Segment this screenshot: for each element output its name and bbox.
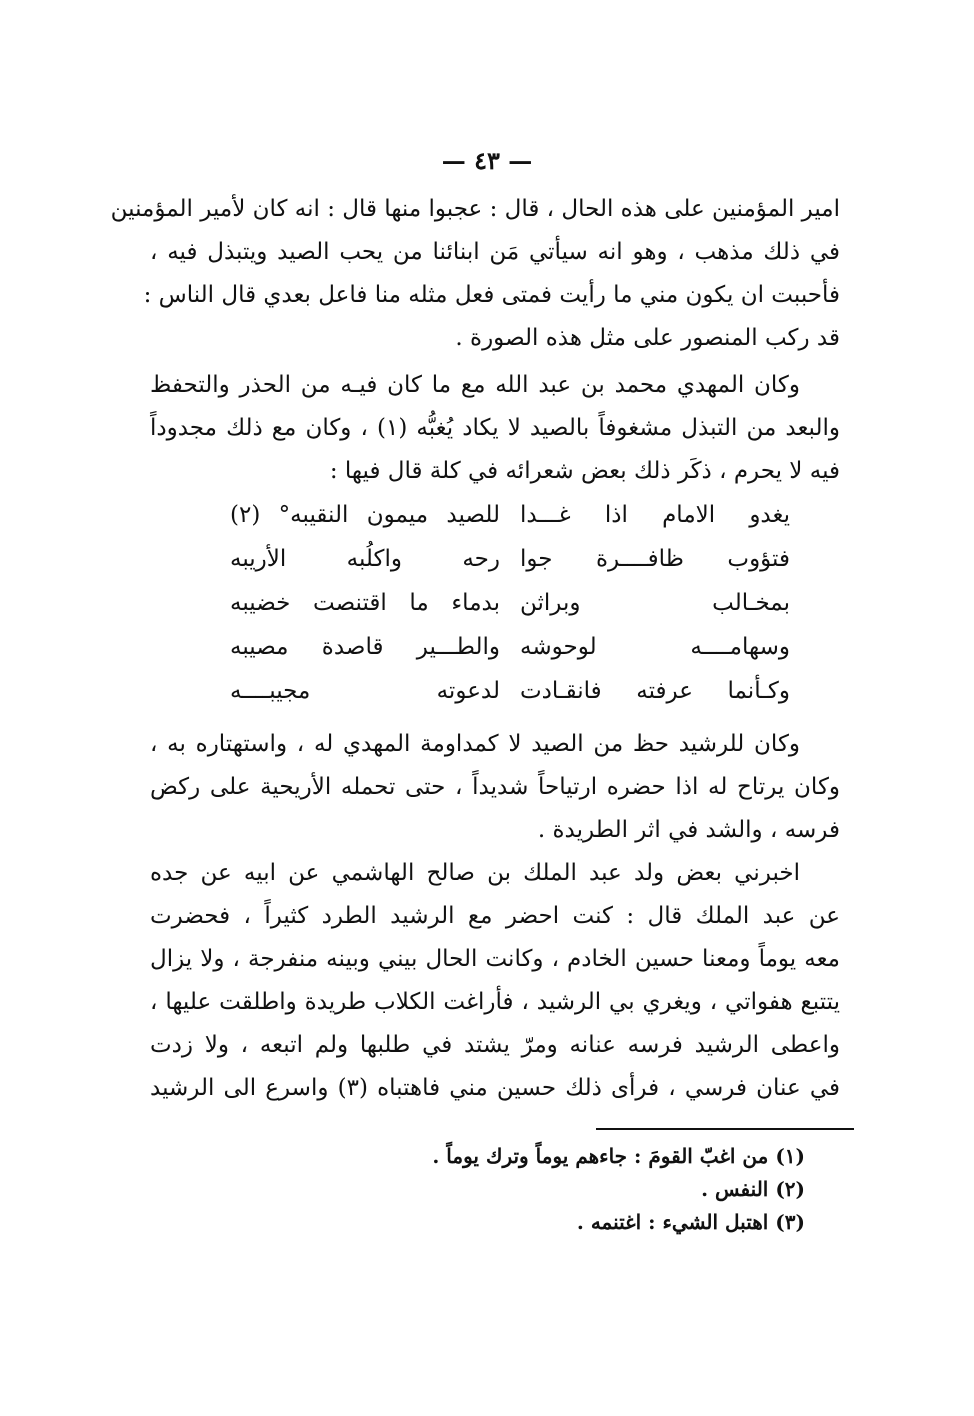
footnote-2: (٢) النفس . (701, 1177, 805, 1201)
paragraph-3 (150, 723, 840, 852)
footnote-divider (596, 1128, 854, 1130)
poem-verse (230, 537, 790, 581)
text-line: والبعد من التبذل مشغوفاً بالصيد لا يكاد يُغبُّه (١) ، وكان مع ذلك مجدوداً (150, 415, 840, 441)
text-line: فيه لا يحرم ، ذكَر ذلك بعض شعرائه في كلة قال فيها : (329, 458, 840, 484)
text-line: وكان المهدي محمد بن عبد الله مع ما كان فيـه من الحذر والتحفظ (150, 372, 800, 398)
text-line: قد ركب المنصور على مثل هذه الصورة . (455, 325, 840, 351)
poem-verse (230, 493, 790, 537)
text-line: يتتبع هفواتي ، ويغري بي الرشيد ، فأراغت الكلاب طريدة واطلقت عليها ، (150, 989, 840, 1015)
text-line: واعطى الرشيد فرسه عنانه ومرّ يشتد في طلبها ولم اتبعه ، ولا زدت (150, 1032, 840, 1058)
text-line: امير المؤمنين على هذه الحال ، قال : عجبوا منها قال : انه كان لأمير المؤمنين (110, 196, 840, 222)
verse-first-hemistich: وكـأنما عرفته فانقـادت (520, 678, 790, 704)
text-line: في عنان فرسي ، فرأى ذلك حسين مني فاهتباه (٣) واسرع الى الرشيد (150, 1075, 841, 1101)
text-line: معه يوماً ومعنا حسين الخادم ، وكانت الحال بيني وبينه منفرجة ، ولا يزال (150, 946, 840, 972)
footnote-3: (٣) اهتبل الشيء : اغتنمه . (576, 1210, 805, 1234)
verse-first-hemistich: يغدو الامام اذا غـــدا (520, 502, 790, 528)
footnote-1: (١) من اغبّ القومَ : جاءهم يوماً وترك يوماً . (432, 1144, 805, 1168)
paragraph-1 (110, 188, 840, 360)
verse-second-hemistich: للصيد ميمون النقيبه° (٢) (230, 502, 500, 528)
poem-verse (230, 625, 790, 669)
verse-second-hemistich: بدماء ما اقتنصت خضيبه (230, 590, 500, 616)
verse-second-hemistich: لدعوته مجيبــــه (230, 678, 500, 704)
text-line: اخبرني بعض ولد عبد الملك بن صالح الهاشمي عن ابيه عن جده (150, 860, 800, 886)
paragraph-2 (150, 364, 840, 493)
text-line: في ذلك مذهب ، وهو انه سيأتي مَن ابنائنا من يحب الصيد ويتبذل فيه ، (150, 239, 840, 265)
verse-second-hemistich: والطـــير قاصدة مصيبه (230, 634, 500, 660)
text-line: فأحببت ان يكون مني ما رأيت فمتى فعل مثله منا فاعل بعدي قال الناس : (143, 282, 840, 308)
verse-first-hemistich: فتؤوب ظافــــرة جوا (520, 546, 790, 572)
text-line: عن عبد الملك قال : كنت احضر مع الرشيد الطرد كثيراً ، فحضرت (150, 903, 840, 929)
text-line: فرسه ، والشد في اثر الطريدة . (537, 817, 840, 843)
verse-first-hemistich: بمخـالب وبراثن (520, 590, 790, 616)
poem (230, 493, 790, 713)
poem-verse (230, 581, 790, 625)
verse-first-hemistich: وسهامــــه لوحوشه (520, 634, 790, 660)
paragraph-4 (150, 852, 840, 1110)
page-number: — ٤٣ — (441, 146, 533, 175)
text-line: وكان للرشيد حظ من الصيد لا كمداومة المهدي له ، واستهتاره به ، (150, 731, 800, 757)
footnotes (300, 1140, 805, 1239)
verse-second-hemistich: رحه واكلُبه الأريبه (230, 546, 500, 572)
poem-verse (230, 669, 790, 713)
text-line: وكان يرتاح له اذا حضره ارتياحاً شديداً ، حتى تحمله الأريحية على ركض (150, 774, 840, 800)
